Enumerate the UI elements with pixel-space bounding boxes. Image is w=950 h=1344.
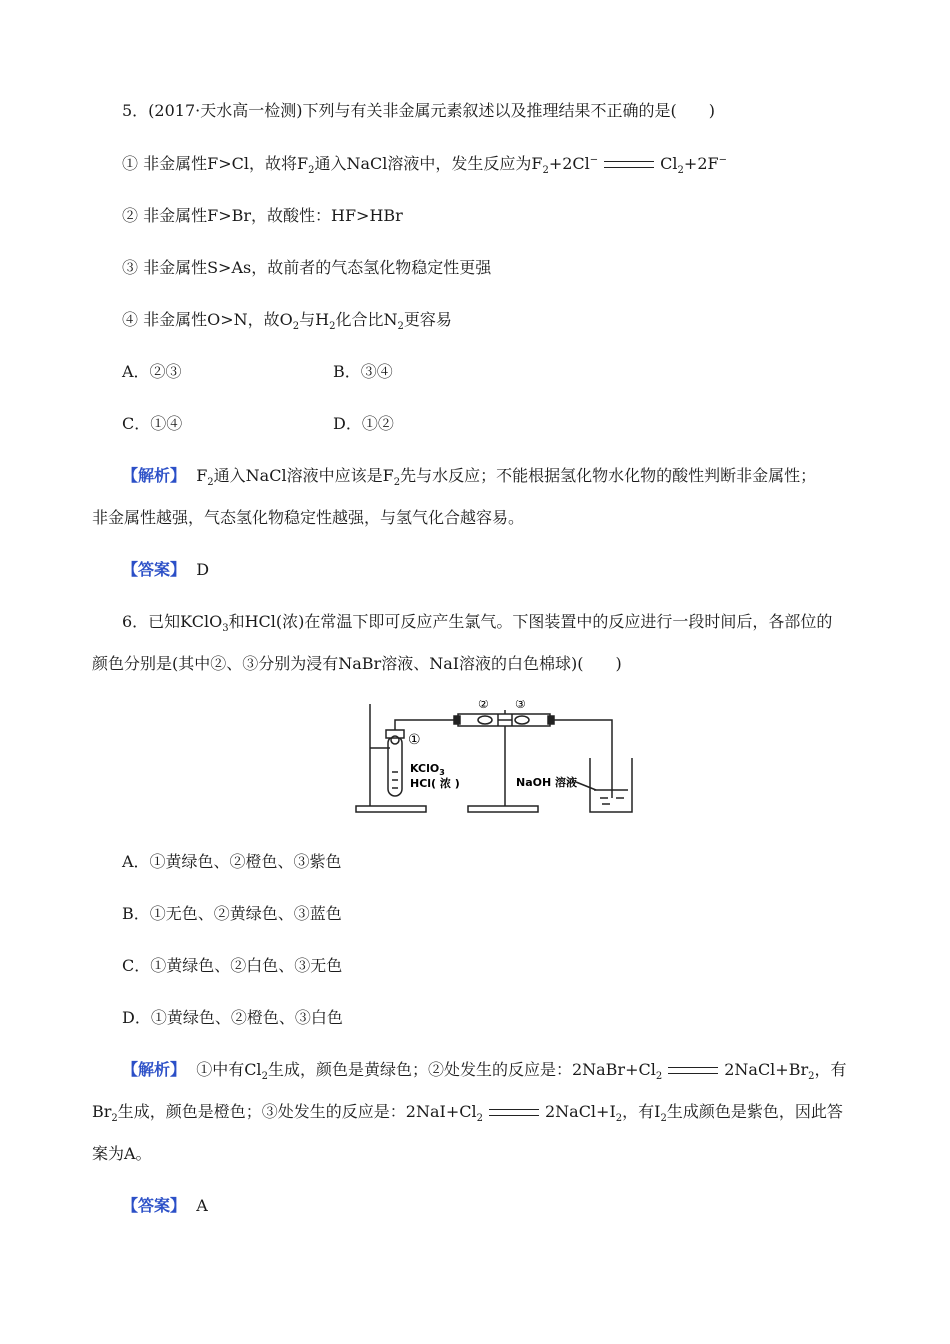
label-naoh: NaOH 溶液	[516, 776, 578, 789]
q5-statement-3: ③ 非金属性S>As，故前者的气态氢化物稳定性更强	[122, 258, 492, 277]
q6-analysis-line-2: $Br_2$生成，颜色是橙色；③处发生的反应是：$2NaI+Cl_2$ $2NaCl+I_2$，有$I_2$生成颜色是紫色，因此答	[92, 1102, 843, 1125]
q5-statement-1: ① 非金属性F>Cl，故将$F_2$通入NaCl溶液中，发生反应为$F_2+2Cl^-$ $Cl_2+2F^-$	[122, 154, 727, 177]
analysis-tag: 【解析】	[122, 466, 187, 485]
equals-sign	[604, 161, 654, 168]
q5-option-d: D．①②	[333, 414, 394, 433]
q5-option-b: B．③④	[333, 362, 393, 381]
equals-sign	[668, 1067, 718, 1074]
q5-stem: 5．(2017·天水高一检测)下列与有关非金属元素叙述以及推理结果不正确的是( )	[122, 101, 715, 120]
q6-analysis-line-1: 【解析】 ①中有$Cl_2$生成，颜色是黄绿色；②处发生的反应是：$2NaBr+Cl_2$ $2NaCl+Br_2$，有	[122, 1060, 847, 1083]
answer-tag: 【答案】	[122, 1196, 187, 1215]
equals-sign	[489, 1109, 539, 1116]
q5-statement-2: ② 非金属性F>Br，故酸性：HF>HBr	[122, 206, 403, 225]
q6-answer: 【答案】 A	[122, 1196, 208, 1215]
q5-option-c: C．①④	[122, 414, 183, 433]
q5-option-a: A．②③	[122, 362, 182, 381]
analysis-tag: 【解析】	[122, 1060, 187, 1079]
q6-stem-line-2: 颜色分别是(其中②、③分别为浸有NaBr溶液、NaI溶液的白色棉球)( )	[92, 654, 622, 673]
answer-tag: 【答案】	[122, 560, 187, 579]
q6-analysis-line-3: 案为A。	[92, 1144, 152, 1163]
label-kclo3: KClO$_3$	[410, 762, 445, 777]
q5-statement-4: ④ 非金属性O>N，故$O_2$与$H_2$化合比$N_2$更容易	[122, 310, 452, 333]
label-mark-1: ①	[408, 732, 421, 748]
q6-option-b: B．①无色、②黄绿色、③蓝色	[122, 904, 342, 923]
apparatus-diagram	[350, 700, 640, 820]
label-mark-3: ③	[515, 700, 526, 711]
q6-stem-line-1: 6．已知KClO$_3$和HCl(浓)在常温下即可反应产生氯气。下图装置中的反应进行一段时间后，各部位的	[122, 612, 833, 635]
q6-option-c: C．①黄绿色、②白色、③无色	[122, 956, 343, 975]
label-hcl: HCl( 浓 )	[410, 777, 460, 790]
q6-option-d: D．①黄绿色、②橙色、③白色	[122, 1008, 343, 1027]
q5-analysis-line-1: 【解析】 $F_2$通入NaCl溶液中应该是$F_2$先与水反应；不能根据氢化物水化物的酸性判断非金属性；	[122, 466, 817, 489]
q5-answer: 【答案】 D	[122, 560, 210, 579]
q5-analysis-line-2: 非金属性越强，气态氢化物稳定性越强，与氢气化合越容易。	[92, 508, 525, 527]
q6-option-a: A．①黄绿色、②橙色、③紫色	[122, 852, 342, 871]
label-mark-2: ②	[478, 700, 489, 711]
